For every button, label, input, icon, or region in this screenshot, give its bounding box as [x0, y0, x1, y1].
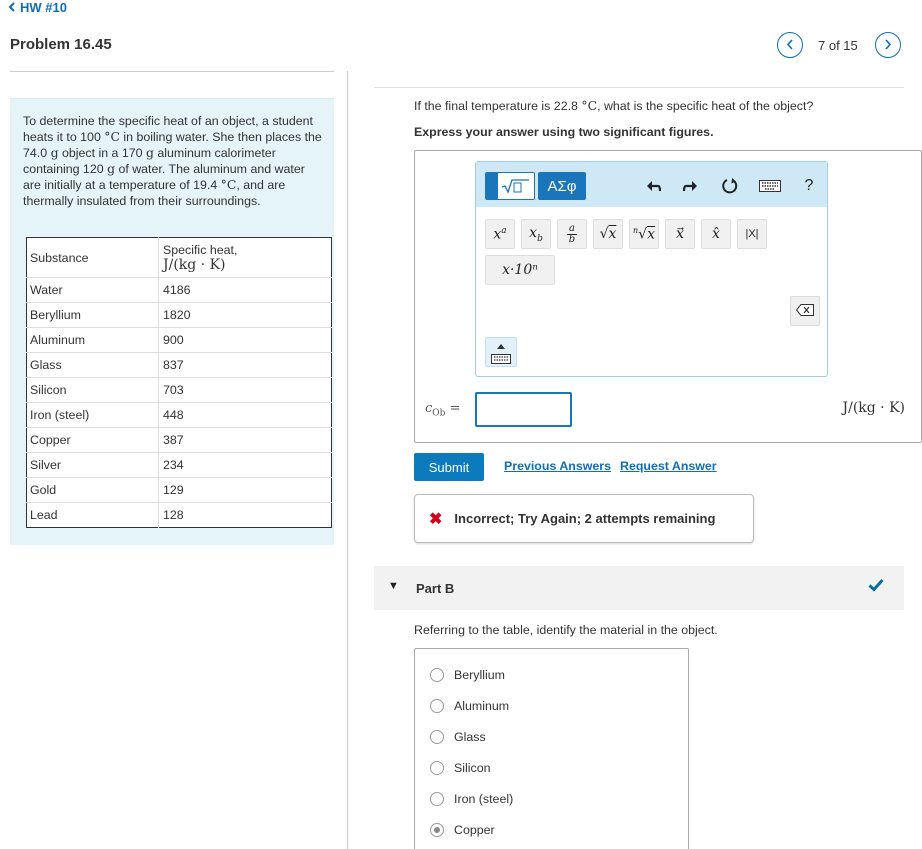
specific-heat-table [26, 237, 332, 528]
square-root-button[interactable]: √x [593, 219, 623, 249]
option-label: Glass [454, 730, 486, 744]
table-row [27, 303, 332, 328]
option-label: Iron (steel) [454, 792, 514, 806]
option-label: Beryllium [454, 668, 505, 682]
radio-button[interactable] [430, 761, 444, 775]
answer-input[interactable] [475, 392, 572, 427]
part-a-question: If the final temperature is 22.8 °C, what is the specific heat of the object? [414, 98, 814, 113]
unit-vector-button[interactable]: x [701, 219, 731, 249]
part-b-header[interactable] [374, 566, 904, 610]
table-header-substance: Substance [27, 238, 159, 278]
radio-button[interactable] [430, 699, 444, 713]
radio-button[interactable] [430, 792, 444, 806]
vector-button[interactable]: x [665, 219, 695, 249]
specific-heat-cell: 387 [159, 428, 332, 453]
substance-cell: Iron (steel) [27, 403, 159, 428]
table-row [27, 478, 332, 503]
option-label: Copper [454, 823, 495, 837]
material-options [414, 648, 689, 849]
greek-symbols-button[interactable]: ΑΣφ [538, 172, 586, 200]
option-glass[interactable] [430, 730, 486, 744]
caret-up-icon [497, 337, 505, 352]
table-row [27, 378, 332, 403]
specific-heat-cell: 448 [159, 403, 332, 428]
sqrt-template-icon [498, 173, 534, 199]
templates-button[interactable] [485, 172, 535, 200]
option-beryllium[interactable] [430, 668, 505, 682]
substance-cell: Lead [27, 503, 159, 528]
substance-cell: Glass [27, 353, 159, 378]
option-silicon[interactable] [430, 761, 491, 775]
redo-icon[interactable] [680, 176, 700, 196]
option-iron-steel[interactable] [430, 792, 513, 806]
superscript-button[interactable]: $x^a$ [485, 219, 515, 249]
specific-heat-cell: 128 [159, 503, 332, 528]
delete-button[interactable] [790, 296, 820, 326]
previous-answers-link[interactable]: Previous Answers [504, 459, 611, 473]
feedback-text: Incorrect; Try Again; 2 attempts remaining [454, 511, 716, 526]
substance-cell: Aluminum [27, 328, 159, 353]
specific-heat-cell: 4186 [159, 278, 332, 303]
specific-heat-cell: 900 [159, 328, 332, 353]
submit-button[interactable]: Submit [414, 453, 484, 481]
chevron-left-icon [8, 0, 16, 15]
substance-cell: Gold [27, 478, 159, 503]
problem-intro-text: To determine the specific heat of an object, a student heats it to 100 °C in boiling water. She then places the 74.0 g object in a 170 g aluminum calorimeter containing 120 g of water. The aluminum and water are initially at a temperature of 19.4 °C, and are thermally insulated from their surroundings. [23, 114, 322, 208]
answer-unit: J/(kg · K) [842, 400, 905, 416]
radio-button[interactable] [430, 668, 444, 682]
specific-heat-cell: 234 [159, 453, 332, 478]
answer-box [414, 150, 922, 443]
substance-cell: Copper [27, 428, 159, 453]
option-label: Silicon [454, 761, 491, 775]
divider [374, 87, 904, 88]
specific-heat-cell: 703 [159, 378, 332, 403]
feedback-message [414, 494, 754, 543]
keyboard-icon [491, 352, 511, 367]
chevron-right-icon [884, 38, 892, 53]
back-link-label: HW #10 [20, 0, 67, 15]
radio-button[interactable] [430, 823, 444, 837]
substance-cell: Beryllium [27, 303, 159, 328]
editor-toolbar [476, 162, 827, 207]
table-row [27, 403, 332, 428]
divider [10, 71, 334, 72]
column-divider [347, 71, 348, 849]
specific-heat-cell: 1820 [159, 303, 332, 328]
next-problem-button[interactable] [875, 32, 901, 58]
part-a-instruction: Express your answer using two significant figures. [414, 125, 714, 139]
answer-label: $c_{Ob}$ = [425, 401, 461, 419]
scientific-notation-button[interactable]: x·10ⁿ [485, 255, 555, 285]
substance-cell: Silver [27, 453, 159, 478]
option-label: Aluminum [454, 699, 510, 713]
help-icon[interactable]: ? [804, 177, 814, 194]
table-row [27, 353, 332, 378]
substance-cell: Water [27, 278, 159, 303]
error-x-icon: ✖ [429, 510, 443, 528]
table-row [27, 503, 332, 528]
part-b-question: Referring to the table, identify the material in the object. [414, 623, 718, 637]
option-copper[interactable] [430, 823, 495, 837]
back-link[interactable] [8, 0, 67, 15]
template-block-icon [486, 173, 498, 199]
absolute-value-button[interactable]: |X| [737, 219, 767, 249]
keyboard-icon[interactable] [758, 176, 782, 196]
page-count: 7 of 15 [818, 38, 858, 53]
problem-title: Problem 16.45 [10, 36, 112, 53]
option-aluminum[interactable] [430, 699, 509, 713]
subscript-button[interactable]: $x_b$ [521, 219, 551, 249]
backspace-icon [796, 304, 814, 319]
table-row [27, 428, 332, 453]
table-header-row [27, 238, 332, 278]
nth-root-button[interactable]: $^n$√x [629, 219, 659, 249]
chevron-left-icon [786, 38, 794, 53]
request-answer-link[interactable]: Request Answer [620, 459, 717, 473]
table-header-specific-heat: Specific heat, J/(kg · K) [163, 242, 238, 273]
fraction-button[interactable]: a b [557, 219, 587, 249]
substance-cell: Silicon [27, 378, 159, 403]
specific-heat-cell: 129 [159, 478, 332, 503]
caret-down-icon: ▼ [388, 580, 399, 592]
table-row [27, 278, 332, 303]
specific-heat-cell: 837 [159, 353, 332, 378]
table-row [27, 328, 332, 353]
undo-icon[interactable] [644, 176, 664, 196]
checkmark-icon [868, 578, 884, 595]
keyboard-toggle-button[interactable] [485, 337, 517, 367]
problem-intro-panel [10, 98, 334, 545]
math-editor [475, 161, 828, 377]
part-b-title: Part B [416, 581, 455, 596]
radio-button[interactable] [430, 730, 444, 744]
table-row [27, 453, 332, 478]
previous-problem-button[interactable] [777, 32, 803, 58]
reset-icon[interactable] [720, 176, 740, 196]
